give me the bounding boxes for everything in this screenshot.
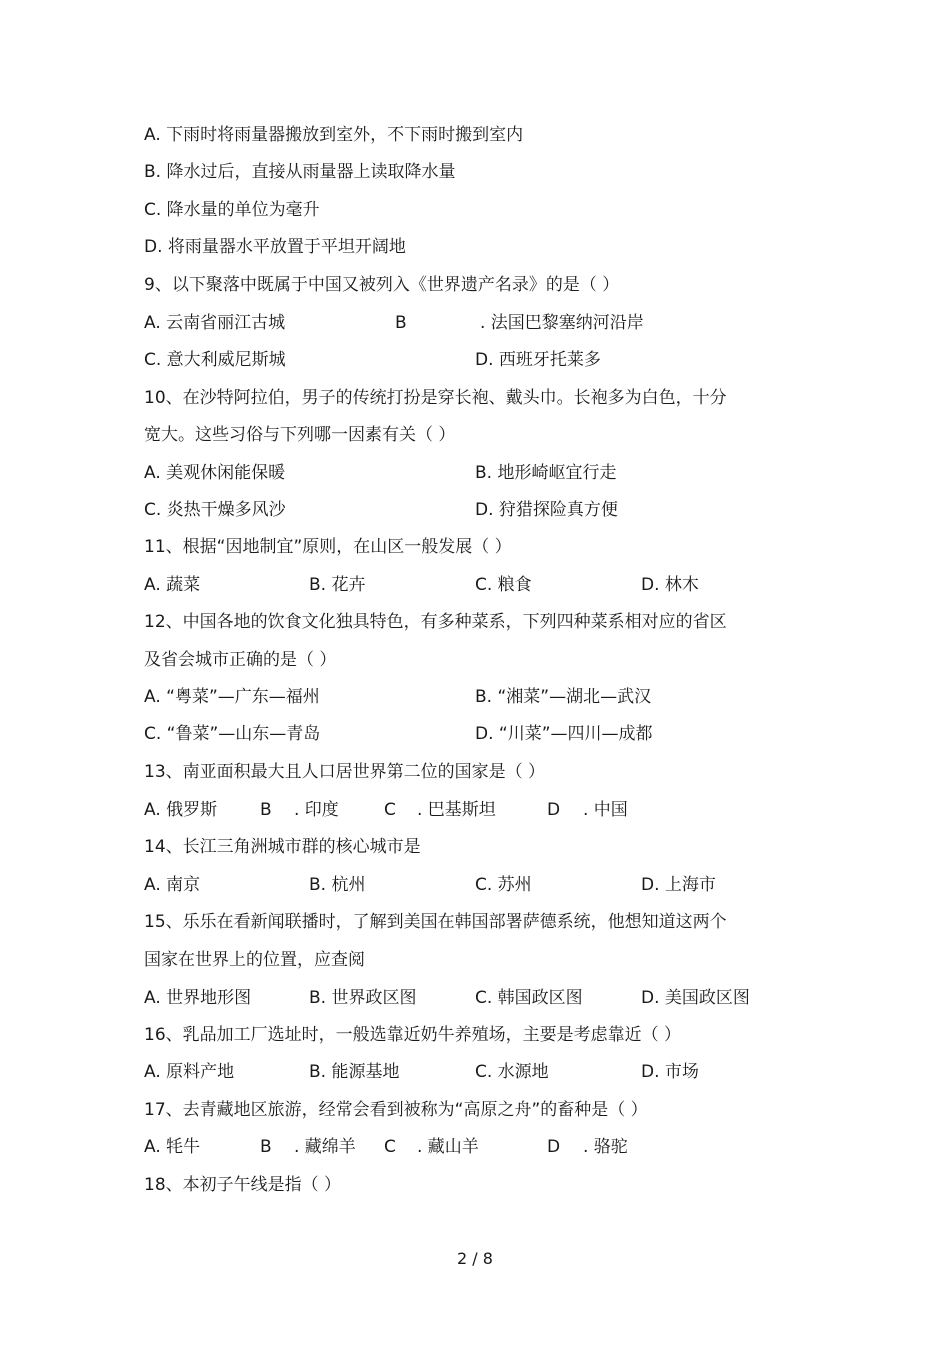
option-text: D. 美国政区图	[641, 988, 750, 1008]
text-line: 18、本初子午线是指（ ）	[144, 1175, 342, 1195]
page-number: 2 / 8	[457, 1249, 493, 1268]
text-line: 14、长江三角洲城市群的核心城市是	[144, 837, 421, 857]
text-line: 及省会城市正确的是（ ）	[144, 650, 337, 670]
option-text: D. 林木	[641, 575, 699, 595]
text-line: B. 降水过后，直接从雨量器上读取降水量	[144, 162, 456, 182]
option-text: A. 原料产地	[144, 1062, 235, 1082]
option-text: D. 西班牙托莱多	[475, 350, 601, 370]
option-text: C. 炎热干燥多风沙	[144, 500, 286, 520]
text-line: D. 将雨量器水平放置于平坦开阔地	[144, 237, 406, 257]
option-text: B	[395, 313, 407, 333]
option-text: A. 南京	[144, 875, 201, 895]
option-text: . 骆驼	[583, 1137, 628, 1157]
text-line: 10、在沙特阿拉伯，男子的传统打扮是穿长袍、戴头巾。长袍多为白色，十分	[144, 388, 727, 408]
option-text: . 中国	[583, 800, 628, 820]
option-text: . 藏绵羊	[294, 1137, 356, 1157]
text-line: C. 降水量的单位为毫升	[144, 200, 320, 220]
option-text: C. “鲁菜”—山东—青岛	[144, 724, 321, 744]
option-text: A. 云南省丽江古城	[144, 313, 286, 333]
text-line: 11、根据“因地制宜”原则，在山区一般发展（ ）	[144, 537, 512, 557]
option-text: . 印度	[294, 800, 339, 820]
option-text: C. 水源地	[475, 1062, 549, 1082]
option-text: C	[384, 1137, 396, 1157]
text-line: 国家在世界上的位置，应查阅	[144, 950, 365, 970]
option-text: A. 世界地形图	[144, 988, 252, 1008]
option-text: A. “粤菜”—广东—福州	[144, 687, 320, 707]
text-line: 13、南亚面积最大且人口居世界第二位的国家是（ ）	[144, 762, 546, 782]
text-line: 17、去青藏地区旅游，经常会看到被称为“高原之舟”的畜种是（ ）	[144, 1100, 648, 1120]
option-text: A. 牦牛	[144, 1137, 201, 1157]
text-line: 9、以下聚落中既属于中国又被列入《世界遗产名录》的是（ ）	[144, 275, 620, 295]
option-text: C	[384, 800, 396, 820]
option-text: . 法国巴黎塞纳河沿岸	[480, 313, 644, 333]
option-text: A. 美观休闲能保暖	[144, 463, 286, 483]
option-text: C. 苏州	[475, 875, 532, 895]
option-text: D. 狩猎探险真方便	[475, 500, 618, 520]
text-line: A. 下雨时将雨量器搬放到室外，不下雨时搬到室内	[144, 125, 524, 145]
option-text: . 巴基斯坦	[417, 800, 496, 820]
option-text: B. 能源基地	[309, 1062, 400, 1082]
option-text: B	[260, 800, 272, 820]
option-text: D. “川菜”—四川—成都	[475, 724, 653, 744]
option-text: B. 杭州	[309, 875, 366, 895]
option-text: C. 意大利威尼斯城	[144, 350, 286, 370]
option-text: B	[260, 1137, 272, 1157]
option-text: C. 粮食	[475, 575, 532, 595]
option-text: C. 韩国政区图	[475, 988, 583, 1008]
option-text: D	[547, 800, 561, 820]
option-text: D	[547, 1137, 561, 1157]
option-text: B. 世界政区图	[309, 988, 417, 1008]
text-line: 15、乐乐在看新闻联播时，了解到美国在韩国部署萨德系统，他想知道这两个	[144, 912, 727, 932]
text-line: 16、乳品加工厂选址时，一般选靠近奶牛养殖场，主要是考虑靠近（ ）	[144, 1025, 682, 1045]
text-line: 宽大。这些习俗与下列哪一因素有关（ ）	[144, 425, 456, 445]
option-text: A. 蔬菜	[144, 575, 201, 595]
option-text: D. 上海市	[641, 875, 716, 895]
option-text: B. 花卉	[309, 575, 366, 595]
option-text: . 藏山羊	[417, 1137, 479, 1157]
text-line: 12、中国各地的饮食文化独具特色，有多种菜系，下列四种菜系相对应的省区	[144, 612, 727, 632]
option-text: A. 俄罗斯	[144, 800, 218, 820]
option-text: B. 地形崎岖宜行走	[475, 463, 617, 483]
option-text: D. 市场	[641, 1062, 699, 1082]
option-text: B. “湘菜”—湖北—武汉	[475, 687, 652, 707]
